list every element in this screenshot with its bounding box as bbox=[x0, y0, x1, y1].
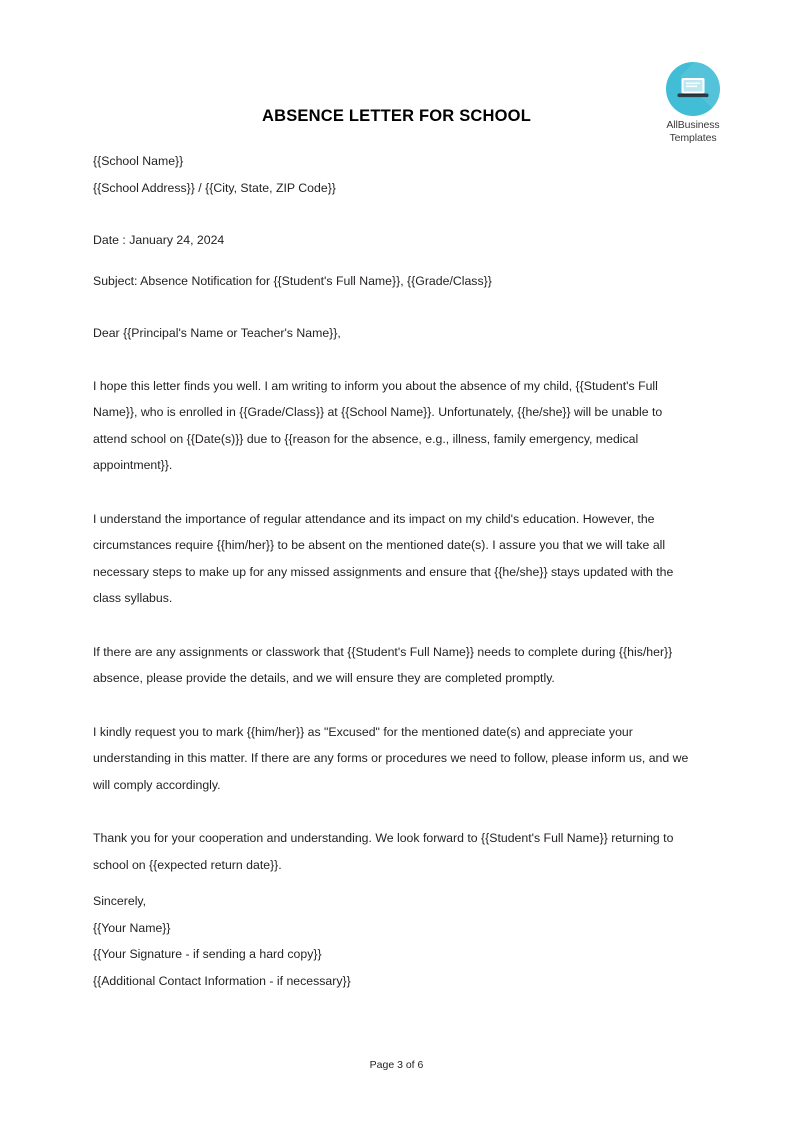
your-signature-line: {{Your Signature - if sending a hard copy}} bbox=[93, 947, 322, 961]
laptop-glyph bbox=[676, 76, 710, 102]
spacer-after-p1 bbox=[93, 479, 699, 506]
page-footer: Page 3 of 6 bbox=[369, 1059, 424, 1071]
letter-body bbox=[93, 148, 699, 994]
subject-line: Subject: Absence Notification for {{Student's Full Name}}, {{Grade/Class}} bbox=[93, 273, 492, 288]
spacer-after-address bbox=[93, 201, 699, 227]
salutation-line: Dear {{Principal's Name or Teacher's Name}}, bbox=[93, 326, 341, 340]
spacer-after-p2 bbox=[93, 612, 699, 639]
page-title: ABSENCE LETTER FOR SCHOOL bbox=[261, 107, 531, 126]
paragraph-5: Thank you for your cooperation and understanding. We look forward to {{Student's Full Name}} returning to school on {{expected return date}}. bbox=[93, 831, 674, 872]
additional-contact-line: {{Additional Contact Information - if necessary}} bbox=[93, 973, 351, 988]
spacer-after-p3 bbox=[93, 692, 699, 719]
paragraph-3: If there are any assignments or classwork that {{Student's Full Name}} needs to complete during {{his/her}} absence, please provide the details, and we will ensure they are completed promptly. bbox=[93, 644, 673, 685]
school-address-block bbox=[93, 148, 699, 201]
signature-block bbox=[93, 888, 699, 994]
date-line: Date : January 24, 2024 bbox=[93, 233, 225, 247]
school-address-line: {{School Address}} / {{City, State, ZIP Code}} bbox=[93, 180, 336, 195]
paragraph-4: I kindly request you to mark {{him/her}} as "Excused" for the mentioned date(s) and appreciate your understanding in this matter. If there are any forms or procedures we need to follow, please inform us, and we will comply accordingly. bbox=[93, 724, 689, 792]
closing-line: Sincerely, bbox=[93, 894, 147, 908]
school-name-line: {{School Name}} bbox=[93, 154, 184, 168]
logo-line-1: AllBusiness bbox=[666, 119, 720, 131]
logo-line-2: Templates bbox=[669, 131, 717, 144]
your-name-line: {{Your Name}} bbox=[93, 920, 171, 935]
spacer-after-p5 bbox=[93, 878, 699, 888]
paragraph-1: I hope this letter finds you well. I am writing to inform you about the absence of my child, {{Student's Full Name}}, who is enrolled in {{Grade/Class}} at {{School Name}}. Unfortunately, {{he/she}} will be unable to attend school on {{Date(s)}} due to {{reason for the absence, e.g., illness, family emergency, medical appointment}}. bbox=[93, 378, 663, 472]
spacer-after-salutation bbox=[93, 347, 699, 373]
allbusiness-templates-logo bbox=[641, 62, 745, 144]
spacer-after-p4 bbox=[93, 798, 699, 825]
paragraph-2: I understand the importance of regular attendance and its impact on my child's education. However, the circumstances require {{him/her}} to be absent on the mentioned date(s). I assure you that we will take all necessary steps to make up for any missed assignments and ensure that {{he/she}} stays updated with the class syllabus. bbox=[93, 511, 674, 605]
spacer-after-subject bbox=[93, 294, 699, 320]
spacer-after-date bbox=[93, 254, 699, 268]
